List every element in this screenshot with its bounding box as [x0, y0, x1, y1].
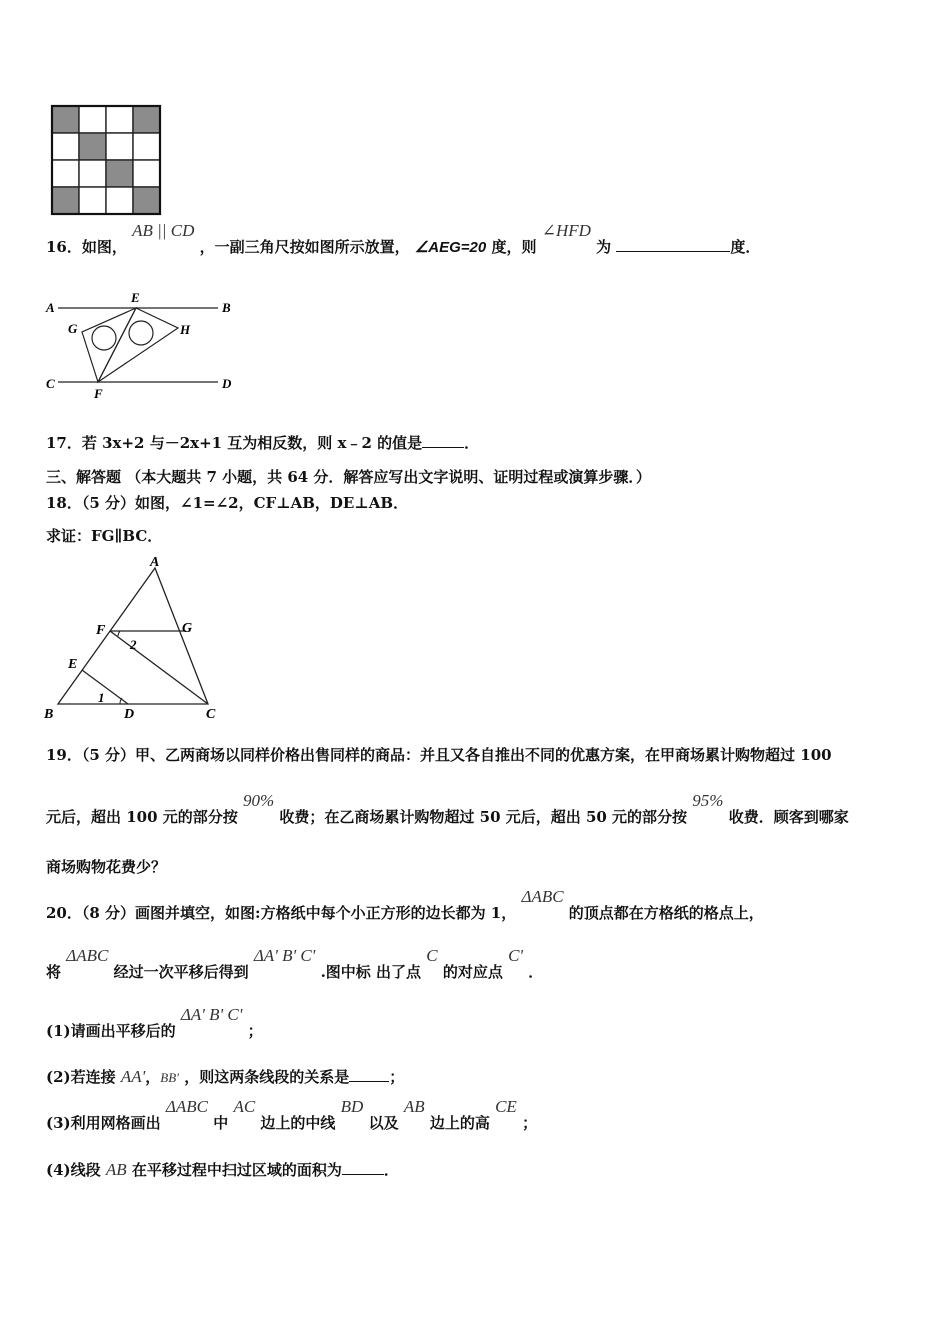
label-d: D	[222, 376, 232, 391]
grid-cell	[133, 133, 160, 160]
q19-text: 收费；在乙商场累计购物超过 50 元后，超出 50 元的部分按	[279, 808, 688, 826]
q20-text: 中	[213, 1114, 229, 1132]
label-c: C	[46, 376, 55, 391]
question-17	[46, 432, 479, 453]
q20-text: .图中标 出了点	[320, 963, 422, 981]
q16-angle: ∠AEG=20	[414, 239, 487, 256]
q16-text: 度，则	[491, 238, 537, 256]
q19-text: 元后，超出 100 元的部分按	[46, 808, 238, 826]
label-d: D	[124, 707, 135, 722]
grid-svg	[50, 104, 162, 218]
q18-figure	[40, 552, 230, 728]
q20-math-ab: AB	[105, 1160, 127, 1179]
label-a: A	[46, 300, 55, 315]
q19-line2	[46, 791, 849, 827]
q20-math-abc: ΔABC	[165, 1097, 208, 1116]
label-e: E	[68, 657, 78, 672]
q19-text: 收费．顾客到哪家	[728, 808, 849, 826]
q16-figure	[40, 290, 240, 406]
grid-cell	[79, 106, 106, 133]
q20-math-bd: BD	[340, 1097, 364, 1116]
q20-text: (3)利用网格画出	[46, 1114, 161, 1132]
label-f: F	[94, 386, 103, 401]
circle-right	[129, 321, 153, 345]
q17-text: 17．若 3x+2 与－2x+1 互为相反数，则 x﹣2 的值是	[46, 434, 423, 452]
grid-cell	[79, 187, 106, 214]
q20-text: (2)若连接	[46, 1068, 116, 1086]
q17-text: ．	[464, 434, 480, 452]
q20-math-aa: AA'	[120, 1067, 146, 1086]
grid-cell	[106, 187, 133, 214]
q20-text: 的顶点都在方格纸的格点上，	[568, 904, 764, 922]
q20-text: ；	[522, 1114, 538, 1132]
q20-text: 20．（8 分）画图并填空，如图:方格纸中每个小正方形的边长都为 1，	[46, 904, 517, 922]
q20-part1	[46, 1005, 263, 1041]
q16-text: 度．	[730, 238, 761, 256]
grid-cell-shaded	[133, 106, 160, 133]
q16-text: 为	[596, 238, 612, 256]
grid-cell-shaded	[106, 160, 133, 187]
label-c: C	[206, 707, 216, 722]
grid-cell-shaded	[133, 187, 160, 214]
q20-part3	[46, 1097, 538, 1133]
q20-text: ．	[528, 963, 544, 981]
angle-2-arc	[118, 631, 120, 636]
answer-blank[interactable]	[349, 1067, 389, 1082]
grid-cell	[133, 160, 160, 187]
q20-math-bb: BB'	[160, 1070, 179, 1085]
q19-line3: 商场购物花费少？	[46, 858, 167, 876]
triangle-left	[82, 308, 136, 382]
q18-line1: 18．（5 分）如图，∠1=∠2，CF⊥AB，DE⊥AB．	[46, 494, 409, 512]
q20-math-c: C	[426, 946, 438, 965]
q20-math-ab: AB	[403, 1097, 425, 1116]
q20-math-abc-prime: ΔA' B' C'	[253, 946, 316, 965]
grid-cell	[52, 133, 79, 160]
q16-math-parallel: AB || CD	[132, 221, 195, 240]
q20-text: 边上的中线	[260, 1114, 336, 1132]
label-1: 1	[98, 690, 105, 705]
section-3-heading: 三、解答题 （本大题共 7 小题，共 64 分．解答应写出文字说明、证明过程或演算步骤．）	[46, 468, 651, 486]
answer-blank[interactable]	[422, 433, 464, 448]
q20-text: 将	[46, 963, 62, 981]
label-g: G	[68, 321, 78, 336]
q20-text: ，则这两条线段的关系是	[184, 1068, 350, 1086]
answer-blank[interactable]	[616, 237, 730, 252]
q20-text: (1)请画出平移后的	[46, 1022, 176, 1040]
grid-cell-shaded	[79, 133, 106, 160]
label-g: G	[182, 621, 193, 636]
q20-text: 经过一次平移后得到	[113, 963, 249, 981]
shaded-grid-figure	[50, 104, 162, 222]
q20-math-abc: ΔABC	[521, 887, 564, 906]
q20-text: ；	[389, 1068, 405, 1086]
label-e: E	[131, 290, 140, 305]
q16-number: 16．如图，	[46, 238, 127, 256]
label-a: A	[150, 555, 160, 570]
circle-left	[92, 326, 116, 350]
q20-text: ，	[145, 1068, 161, 1086]
grid-cell	[52, 160, 79, 187]
label-b: B	[44, 707, 54, 722]
q18-figure-svg	[40, 552, 230, 724]
grid-cell-shaded	[52, 106, 79, 133]
q20-text: ．	[383, 1161, 399, 1179]
triangle-abc	[58, 568, 208, 704]
q20-text: 以及	[368, 1114, 399, 1132]
label-2: 2	[130, 637, 137, 652]
q16-figure-svg	[40, 290, 240, 402]
q20-math-c-prime: C'	[508, 946, 524, 965]
q20-line1	[46, 887, 764, 923]
q20-line2	[46, 946, 544, 982]
label-f: F	[96, 623, 106, 638]
q20-math-ac: AC	[233, 1097, 256, 1116]
q16-text: ，一副三角尺按如图所示放置，	[199, 238, 410, 256]
q19-line1: 19．（5 分）甲、乙两商场以同样价格出售同样的商品：并且又各自推出不同的优惠方案，在甲商场累计购物超过 100	[46, 746, 832, 764]
grid-cell	[106, 133, 133, 160]
q20-part2	[46, 1066, 404, 1087]
q20-text: ；	[247, 1022, 263, 1040]
q20-text: 边上的高	[429, 1114, 490, 1132]
grid-cell-shaded	[52, 187, 79, 214]
q18-line2: 求证：FG∥BC．	[46, 527, 163, 545]
q20-part4	[46, 1159, 399, 1180]
q20-math-ce: CE	[495, 1097, 517, 1116]
label-h: H	[180, 322, 191, 337]
q19-percent-95: 95%	[692, 791, 724, 810]
grid-cell	[79, 160, 106, 187]
label-b: B	[222, 300, 231, 315]
q20-text: (4)线段	[46, 1161, 101, 1179]
answer-blank[interactable]	[342, 1160, 384, 1175]
q16-math-angle: ∠HFD	[541, 221, 591, 240]
q20-math-abc-prime: ΔA' B' C'	[180, 1005, 243, 1024]
q19-percent-90: 90%	[243, 791, 275, 810]
question-16	[46, 221, 761, 257]
q20-text: 在平移过程中扫过区域的面积为	[131, 1161, 342, 1179]
grid-cell	[106, 106, 133, 133]
q20-math-abc: ΔABC	[66, 946, 109, 965]
q20-text: 的对应点	[442, 963, 503, 981]
